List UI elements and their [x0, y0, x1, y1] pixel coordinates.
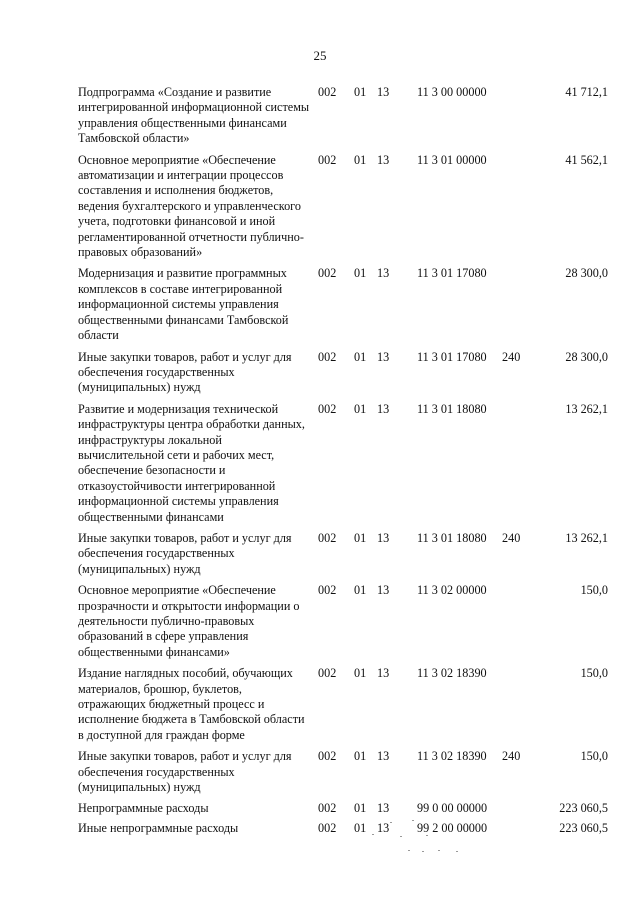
table-row: [78, 583, 608, 660]
row-name: Иные непрограммные расходы: [78, 820, 239, 835]
row-ved: 002: [318, 152, 337, 167]
row-sum: 41 712,1: [565, 85, 608, 99]
row-ved: 002: [318, 349, 337, 364]
row-ved: 002: [318, 583, 337, 598]
row-csr: 11 3 02 18390: [417, 666, 487, 681]
row-sum: 13 262,1: [565, 401, 608, 416]
row-rz: 01: [354, 85, 367, 99]
row-name: Подпрограмма «Создание и развитие интегрированной информационной системы управления общественными финансами Тамбовской области»: [78, 85, 310, 146]
row-csr: 11 3 01 17080: [417, 349, 487, 364]
table-row: [78, 531, 608, 577]
row-name: Издание наглядных пособий, обучающих материалов, брошюр, буклетов, отражающих бюджетный процесс и исполнение бюджета в Тамбовской области в доступной для граждан форме: [78, 666, 305, 742]
row-rz: 01: [354, 749, 367, 764]
row-sum: 28 300,0: [565, 349, 608, 364]
row-rz: 01: [354, 820, 367, 835]
row-pr: 13: [377, 530, 390, 545]
row-ved: 002: [318, 401, 337, 416]
row-csr: 99 2 00 00000: [417, 820, 488, 835]
row-rz: 01: [354, 801, 367, 816]
row-ved: 002: [318, 820, 337, 835]
row-name: Иные закупки товаров, работ и услуг для обеспечения государственных (муниципальных) нужд: [78, 530, 292, 576]
row-ved: 002: [318, 801, 337, 816]
row-name: Модернизация и развитие программных комплексов в составе интегрированной информационной системы управления общественными финансами Тамбовской области: [78, 266, 289, 343]
row-ved: 002: [318, 749, 337, 764]
row-pr: 13: [377, 266, 390, 281]
row-name: Основное мероприятие «Обеспечение автоматизации и интеграции процессов составления и исполнения бюджетов, ведения бухгалтерского и управленческого учета, подготовки финансовой и иной регламентированной отчетности публично-правовых образований»: [78, 152, 304, 260]
row-vr: 240: [502, 530, 521, 545]
row-csr: 11 3 01 17080: [417, 266, 487, 281]
row-csr: 11 3 01 18080: [417, 530, 487, 545]
row-ved: 002: [318, 85, 337, 99]
row-rz: 01: [354, 583, 367, 598]
row-csr: 11 3 00 00000: [417, 85, 487, 99]
table-row: [78, 85, 608, 147]
row-pr: 13: [377, 749, 390, 764]
row-sum: 150,0: [580, 583, 608, 598]
row-rz: 01: [354, 266, 367, 281]
row-name: Иные закупки товаров, работ и услуг для обеспечения государственных (муниципальных) нужд: [78, 749, 292, 795]
scan-artifacts: [360, 820, 480, 860]
row-pr: 13: [377, 820, 390, 835]
row-rz: 01: [354, 349, 367, 364]
row-rz: 01: [354, 530, 367, 545]
row-sum: 150,0: [580, 666, 608, 681]
row-pr: 13: [377, 583, 390, 598]
table-row: [78, 266, 608, 343]
row-sum: 223 060,5: [559, 820, 608, 835]
row-sum: 28 300,0: [565, 266, 608, 281]
row-name: Развитие и модернизация технической инфраструктуры центра обработки данных, инфраструктуры локальной вычислительной сети и рабочих мест, обеспечение безопасности и отказоустойчивости интегрированной информационной системы управления общественными финансами: [78, 401, 305, 524]
row-ved: 002: [318, 266, 337, 281]
row-pr: 13: [377, 349, 390, 364]
table-row: [78, 666, 608, 743]
table-row: [78, 402, 608, 525]
row-pr: 13: [377, 85, 390, 99]
row-csr: 11 3 01 18080: [417, 401, 487, 416]
row-ved: 002: [318, 530, 337, 545]
table-row: [78, 350, 608, 396]
row-pr: 13: [377, 401, 390, 416]
row-csr: 11 3 02 18390: [417, 749, 487, 764]
row-name: Непрограммные расходы: [78, 801, 209, 816]
table-row: [78, 153, 608, 261]
budget-table: [78, 85, 608, 840]
row-sum: 41 562,1: [565, 152, 608, 167]
row-csr: 11 3 01 00000: [417, 152, 487, 167]
row-sum: 13 262,1: [565, 530, 608, 545]
row-rz: 01: [354, 666, 367, 681]
row-pr: 13: [377, 801, 390, 816]
row-name: Иные закупки товаров, работ и услуг для обеспечения государственных (муниципальных) нужд: [78, 349, 292, 395]
row-csr: 11 3 02 00000: [417, 583, 487, 598]
row-vr: 240: [502, 749, 521, 764]
row-pr: 13: [377, 152, 390, 167]
table-row: [78, 821, 608, 836]
row-csr: 99 0 00 00000: [417, 801, 488, 816]
row-name: Основное мероприятие «Обеспечение прозрачности и открытости информации о деятельности публично-правовых образований в сфере управления общественными финансами»: [78, 583, 300, 659]
table-row: [78, 801, 608, 816]
row-sum: 150,0: [580, 749, 608, 764]
page-number: 25: [313, 48, 327, 63]
row-rz: 01: [354, 401, 367, 416]
row-rz: 01: [354, 152, 367, 167]
row-sum: 223 060,5: [559, 801, 608, 816]
table-row: [78, 749, 608, 795]
row-vr: 240: [502, 349, 521, 364]
row-ved: 002: [318, 666, 337, 681]
row-pr: 13: [377, 666, 390, 681]
